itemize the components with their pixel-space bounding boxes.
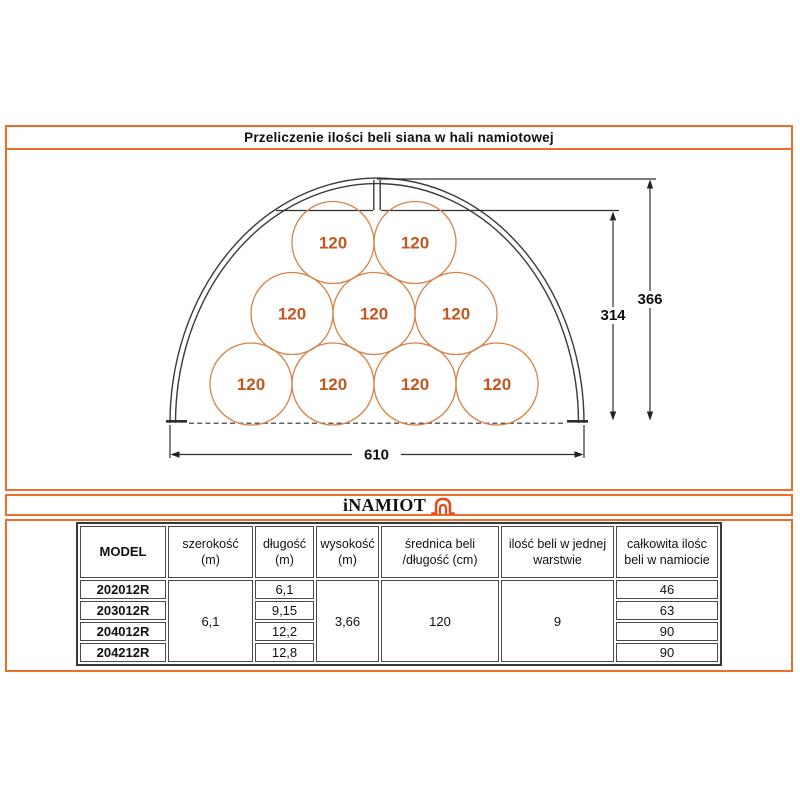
cell-srednica-merged: 120 (381, 580, 499, 662)
cell-total: 46 (616, 580, 718, 599)
cell-wysokosc-merged: 3,66 (316, 580, 379, 662)
cell-model: 202012R (80, 580, 166, 599)
dimension-total-height (637, 180, 662, 421)
tent-logo-icon (431, 495, 455, 515)
dim-width-label: 610 (363, 446, 390, 464)
cell-dlugosc: 9,15 (255, 601, 314, 620)
dimension-width (170, 425, 584, 464)
cell-dlugosc: 12,2 (255, 622, 314, 641)
cell-model: 203012R (80, 601, 166, 620)
cell-model: 204012R (80, 622, 166, 641)
bale-diameter-label: 120 (400, 375, 430, 394)
dim-total-height-label: 366 (637, 291, 663, 308)
hay-bales (210, 202, 538, 426)
cell-szerokosc-merged: 6,1 (168, 580, 253, 662)
bale-diameter-label: 120 (359, 304, 389, 324)
cell-dlugosc: 6,1 (255, 580, 314, 599)
cell-total: 63 (616, 601, 718, 620)
table-row (80, 580, 718, 599)
dimension-inner-height (600, 212, 626, 421)
header-model: MODEL (80, 526, 166, 578)
header-wysokosc: wysokość (m) (316, 526, 379, 578)
cell-ilosc-merged: 9 (501, 580, 614, 662)
header-srednica: średnica beli /długość (cm) (381, 526, 499, 578)
header-szerokosc: szerokość (m) (168, 526, 253, 578)
page-title: Przeliczenie ilości beli siana w hali namiotowej (244, 130, 554, 145)
brand-bar (5, 494, 793, 516)
bale-diameter-label: 120 (236, 375, 266, 394)
header-calkowita: całkowita ilośc beli w namiocie (616, 526, 718, 578)
diagram-panel (5, 125, 793, 491)
header-ilosc-warstwa: ilość beli w jednej warstwie (501, 526, 614, 578)
bale-diameter-label: 120 (277, 304, 307, 324)
tent-diagram-svg (7, 150, 791, 487)
bale-diameter-label: 120 (482, 375, 512, 394)
spec-table (76, 522, 722, 666)
cell-model: 204212R (80, 643, 166, 662)
cell-total: 90 (616, 643, 718, 662)
table-header-row (80, 526, 718, 578)
dim-inner-height-label: 314 (600, 307, 626, 324)
tent-cross-section-diagram (7, 150, 791, 489)
cell-dlugosc: 12,8 (255, 643, 314, 662)
bale-diameter-label: 120 (318, 375, 348, 394)
bale-diameter-label: 120 (400, 233, 430, 253)
spec-table-panel (5, 519, 793, 672)
bale-diameter-label: 120 (441, 304, 471, 324)
brand-logo-text: iNAMIOT (342, 495, 427, 515)
bale-diameter-label: 120 (318, 233, 348, 253)
cell-total: 90 (616, 622, 718, 641)
header-dlugosc: długość (m) (255, 526, 314, 578)
panel-title-bar (7, 127, 791, 150)
